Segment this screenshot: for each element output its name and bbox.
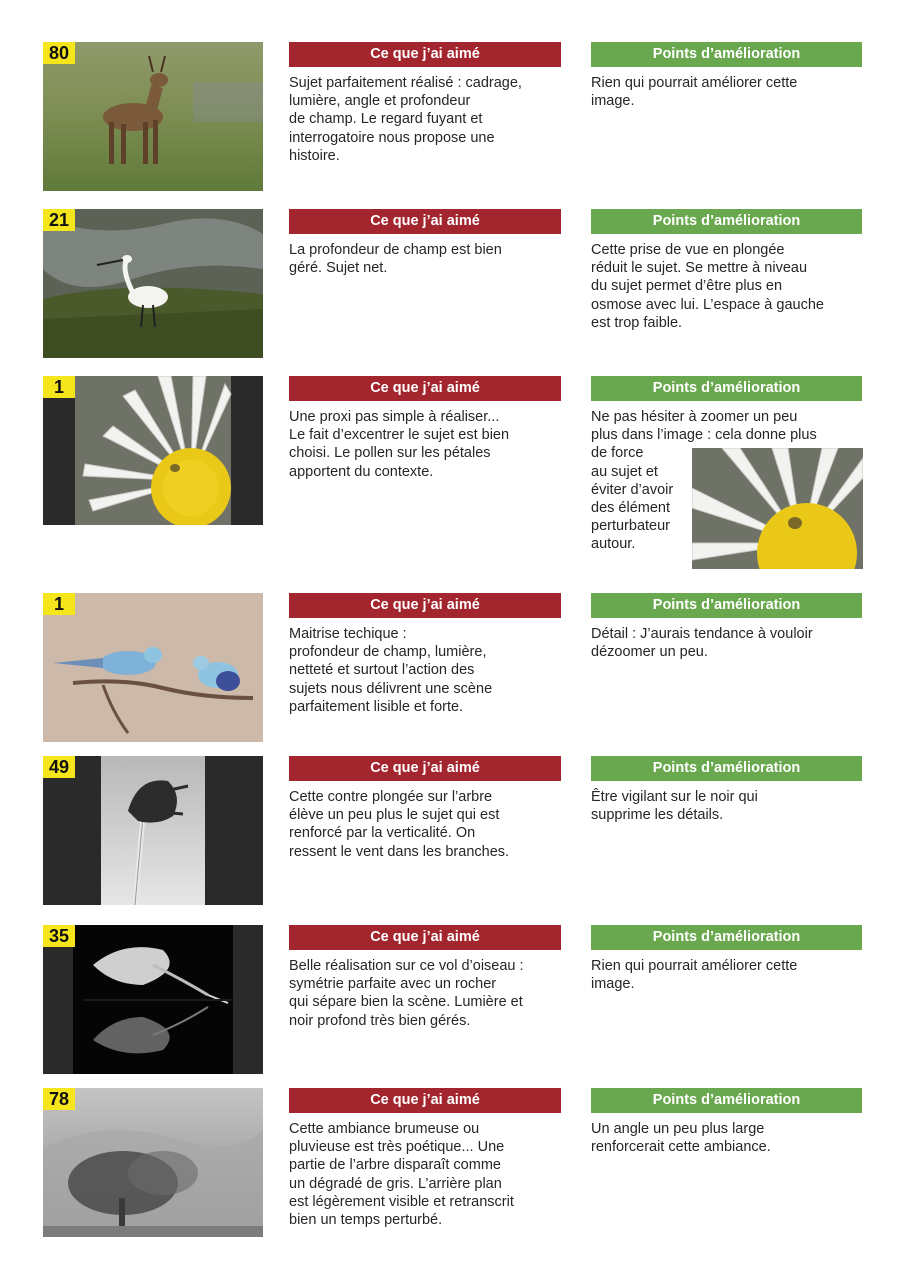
improvement-header: Points d’amélioration xyxy=(591,42,862,67)
text-line: Maitrise techique : xyxy=(289,626,407,642)
improvement-text xyxy=(591,241,863,332)
score-badge: 49 xyxy=(43,756,75,778)
improvement-header: Points d’amélioration xyxy=(591,925,862,950)
text-line: osmose avec lui. L’espace à gauche xyxy=(591,296,824,313)
text-line: des élément xyxy=(591,500,670,517)
improvement-text xyxy=(591,788,863,824)
score-badge: 78 xyxy=(43,1088,75,1110)
photo-heron[interactable] xyxy=(43,925,263,1074)
text-line: perturbateur xyxy=(591,518,670,535)
text-line: de champ. Le regard fuyant et xyxy=(289,111,483,128)
text-line: apportent du contexte. xyxy=(289,463,434,480)
score-badge: 35 xyxy=(43,925,75,947)
photo-egret[interactable] xyxy=(43,209,263,358)
improvement-header: Points d’amélioration xyxy=(591,756,862,781)
improvement-header: Points d’amélioration xyxy=(591,209,862,234)
text-line: ressent le vent dans les branches. xyxy=(289,843,510,860)
liked-text xyxy=(289,957,564,1030)
text-line: image. xyxy=(591,93,635,110)
text-line: est trop faible. xyxy=(591,314,683,331)
liked-header: Ce que j’ai aimé xyxy=(289,593,561,618)
text-line: Belle réalisation sur ce vol d’oiseau : xyxy=(289,958,524,974)
photo-fog[interactable] xyxy=(43,1088,263,1237)
egret-image xyxy=(43,209,263,358)
text-line: Cette prise de vue en plongée xyxy=(591,242,785,258)
liked-text xyxy=(289,408,564,481)
text-line: un dégradé de gris. L’arrière plan xyxy=(289,1175,502,1192)
photo-deer[interactable] xyxy=(43,42,263,191)
text-line: Cette ambiance brumeuse ou xyxy=(289,1121,480,1137)
improvement-header: Points d’amélioration xyxy=(591,376,862,401)
text-line: histoire. xyxy=(289,147,340,164)
photo-tree[interactable] xyxy=(43,756,263,905)
liked-text xyxy=(289,74,564,165)
text-line: élève un peu plus le sujet qui est xyxy=(289,807,500,824)
text-line: autour. xyxy=(591,536,636,553)
liked-header: Ce que j’ai aimé xyxy=(289,1088,561,1113)
tree-image xyxy=(43,756,263,905)
liked-text xyxy=(289,1120,564,1229)
text-line: supprime les détails. xyxy=(591,807,724,824)
text-line: éviter d’avoir xyxy=(591,481,674,498)
text-line: pluvieuse est très poétique... Une xyxy=(289,1139,505,1156)
text-line: renforcerait cette ambiance. xyxy=(591,1139,771,1156)
text-line: qui sépare bien la scène. Lumière et xyxy=(289,994,523,1011)
liked-header: Ce que j’ai aimé xyxy=(289,42,561,67)
score-badge: 80 xyxy=(43,42,75,64)
text-line: Une proxi pas simple à réaliser... xyxy=(289,409,500,425)
photo-rollers[interactable] xyxy=(43,593,263,742)
text-line: Rien qui pourrait améliorer cette xyxy=(591,958,798,974)
daisy-image xyxy=(43,376,263,525)
liked-header: Ce que j’ai aimé xyxy=(289,209,561,234)
fog-image xyxy=(43,1088,263,1237)
liked-text xyxy=(289,241,564,277)
text-line: de force xyxy=(591,445,644,462)
liked-header: Ce que j’ai aimé xyxy=(289,376,561,401)
text-line: Un angle un peu plus large xyxy=(591,1121,765,1137)
text-line: La profondeur de champ est bien xyxy=(289,242,502,258)
text-line: symétrie parfaite avec un rocher xyxy=(289,976,497,993)
text-line: du sujet permet d’être plus en xyxy=(591,278,783,295)
text-line: au sujet et xyxy=(591,463,658,480)
text-line: interrogatoire nous propose une xyxy=(289,129,495,146)
daisy-zoomed-inset[interactable] xyxy=(692,448,863,569)
rollers-image xyxy=(43,593,263,742)
deer-image xyxy=(43,42,263,191)
text-line: renforcé par la verticalité. On xyxy=(289,825,476,842)
heron-image xyxy=(43,925,263,1074)
liked-header: Ce que j’ai aimé xyxy=(289,756,561,781)
text-line: choisi. Le pollen sur les pétales xyxy=(289,445,491,462)
text-line: réduit le sujet. Se mettre à niveau xyxy=(591,260,808,277)
text-line: plus dans l’image : cela donne plus xyxy=(591,427,817,444)
text-line: netteté et surtout l’action des xyxy=(289,662,475,679)
text-line: noir profond très bien gérés. xyxy=(289,1012,471,1029)
improvement-header: Points d’amélioration xyxy=(591,1088,862,1113)
score-badge: 21 xyxy=(43,209,75,231)
text-line: image. xyxy=(591,976,635,993)
improvement-text xyxy=(591,625,863,661)
text-line: Cette contre plongée sur l’arbre xyxy=(289,789,493,805)
improvement-text xyxy=(591,1120,863,1156)
improvement-text xyxy=(591,957,863,993)
text-line: bien un temps perturbé. xyxy=(289,1212,443,1229)
text-line: Ne pas hésiter à zoomer un peu xyxy=(591,409,798,425)
score-badge: 1 xyxy=(43,593,75,615)
text-line: Rien qui pourrait améliorer cette xyxy=(591,75,798,91)
score-badge: 1 xyxy=(43,376,75,398)
text-line: Sujet parfaitement réalisé : cadrage, xyxy=(289,75,522,91)
text-line: parfaitement lisible et forte. xyxy=(289,698,464,715)
text-line: géré. Sujet net. xyxy=(289,260,388,277)
text-line: lumière, angle et profondeur xyxy=(289,93,471,110)
text-line: est légèrement visible et retranscrit xyxy=(289,1193,514,1210)
liked-header: Ce que j’ai aimé xyxy=(289,925,561,950)
daisy-zoomed-image xyxy=(692,448,863,569)
text-line: Être vigilant sur le noir qui xyxy=(591,789,758,805)
liked-text xyxy=(289,788,564,861)
text-line: Détail : J’aurais tendance à vouloir xyxy=(591,626,813,642)
liked-text xyxy=(289,625,564,716)
photo-daisy[interactable] xyxy=(43,376,263,525)
improvement-text xyxy=(591,74,863,110)
improvement-header: Points d’amélioration xyxy=(591,593,862,618)
text-line: Le fait d’excentrer le sujet est bien xyxy=(289,427,510,444)
text-line: sujets nous délivrent une scène xyxy=(289,680,493,697)
text-line: partie de l’arbre disparaît comme xyxy=(289,1157,501,1174)
text-line: dézoomer un peu. xyxy=(591,644,708,661)
text-line: profondeur de champ, lumière, xyxy=(289,644,487,661)
